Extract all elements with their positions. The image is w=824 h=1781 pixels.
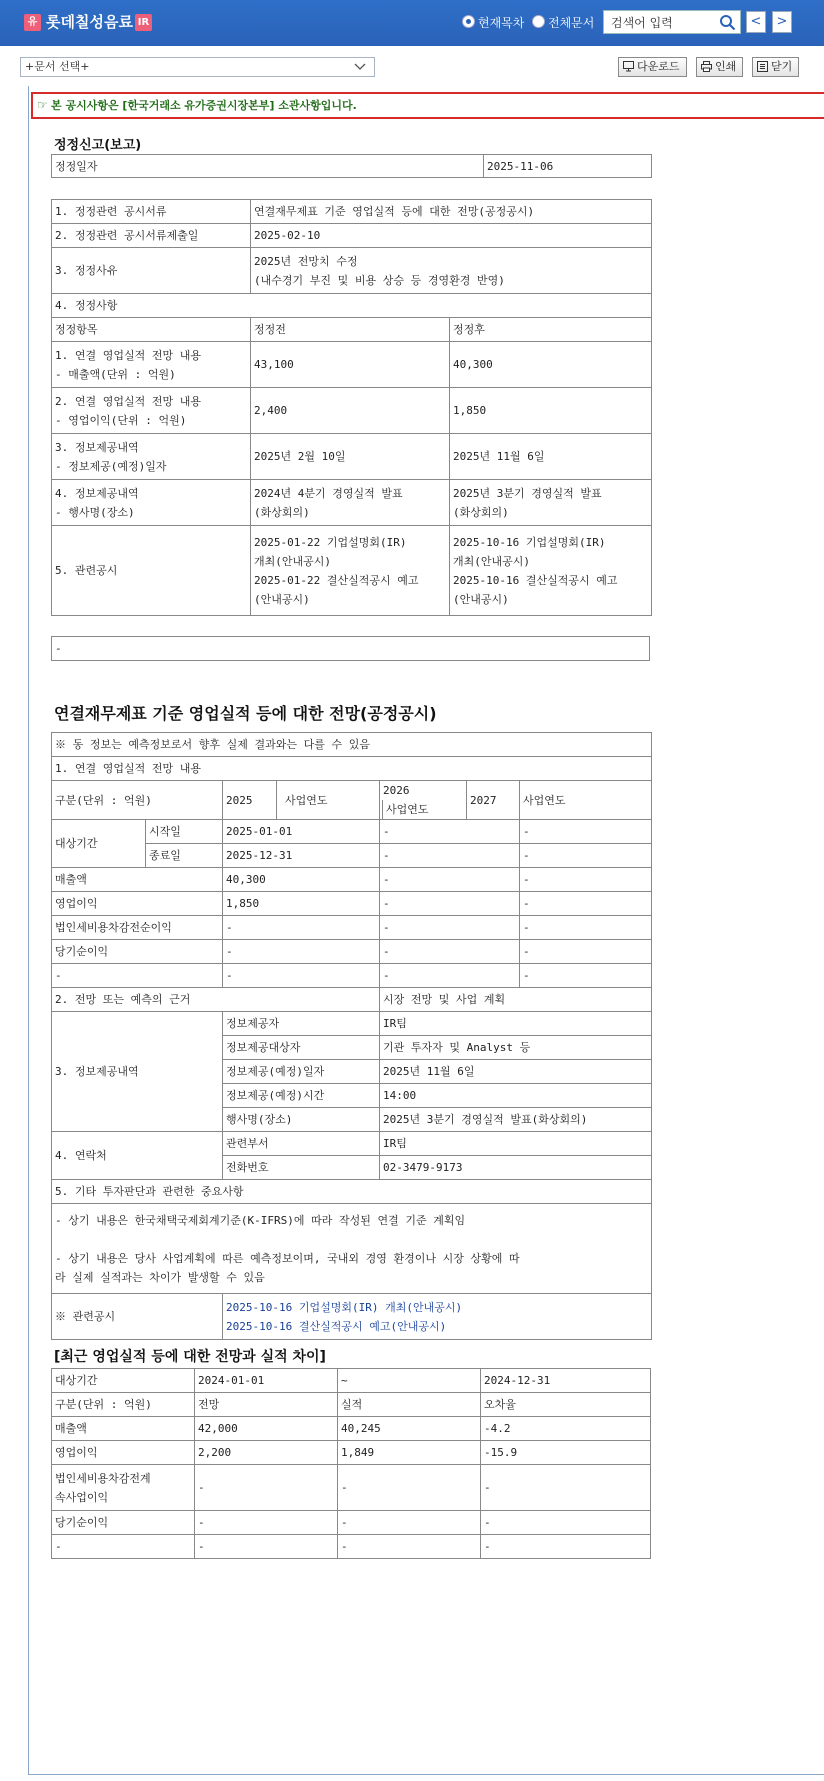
radio-all-label: 전체문서 (548, 16, 595, 30)
diff-cell: - (481, 1511, 651, 1535)
table-row (52, 248, 652, 294)
jurisdiction-notice (31, 92, 824, 119)
item-label: 5. 관련공시 (52, 526, 251, 616)
diff-cell: 40,245 (338, 1417, 481, 1441)
metric-value: - (223, 964, 380, 988)
start-value-2027: - (520, 820, 652, 844)
metric-value: 1,850 (223, 892, 380, 916)
search-icon[interactable] (719, 14, 736, 31)
end-value-2027: - (520, 844, 652, 868)
metric-value: - (380, 868, 520, 892)
diff-row-label (52, 1465, 195, 1511)
item-label-line: - 정보제공(예정)일자 (55, 459, 167, 473)
correction-reason-value (251, 248, 652, 294)
item-after-line: 2025-10-16 기업설명회(IR) (453, 535, 606, 549)
diff-period-start: 2024-01-01 (195, 1369, 338, 1393)
diff-cell: - (195, 1535, 338, 1559)
end-label: 종료일 (146, 844, 223, 868)
item-before-line: (안내공시) (254, 592, 310, 606)
diff-period-end: 2024-12-31 (481, 1369, 651, 1393)
info-row-label: 정보제공자 (223, 1012, 380, 1036)
item-after: 1,850 (450, 388, 652, 434)
correction-doc-label: 1. 정정관련 공시서류 (52, 200, 251, 224)
diff-header: 구분(단위 : 억원) (52, 1393, 195, 1417)
items-header-after: 정정후 (450, 318, 652, 342)
item-label-line: 2. 연결 영업실적 전망 내용 (55, 394, 201, 408)
diff-period-sep: ~ (338, 1369, 481, 1393)
close-label: 닫기 (771, 60, 793, 73)
contact-label: 4. 연락처 (52, 1132, 223, 1180)
related-link[interactable]: 2025-10-16 기업설명회(IR) 개최(안내공시) (226, 1300, 463, 1314)
diff-cell: 2,200 (195, 1441, 338, 1465)
table-row (52, 964, 652, 988)
print-button[interactable] (696, 57, 743, 77)
info-row-value: 2025년 3분기 경영실적 발표(화상회의) (380, 1108, 652, 1132)
correction-heading: 정정신고(보고) (54, 138, 142, 153)
info-row-value: 14:00 (380, 1084, 652, 1108)
items-header-item: 정정항목 (52, 318, 251, 342)
forecast-section1-title: 1. 연결 영업실적 전망 내용 (52, 757, 652, 781)
end-value-2025: 2025-12-31 (223, 844, 380, 868)
metric-label: 법인세비용차감전순이익 (52, 916, 223, 940)
table-row (52, 1465, 651, 1511)
next-button[interactable]: > (772, 11, 792, 33)
reason-line-2: (내수경기 부진 및 비용 상승 등 경영환경 반영) (254, 273, 505, 287)
item-before: 2,400 (251, 388, 450, 434)
year-2025: 2025 (223, 781, 277, 820)
table-row (52, 155, 652, 178)
table-row (52, 916, 652, 940)
info-label: 3. 정보제공내역 (52, 1012, 223, 1132)
item-after-line: (안내공시) (453, 592, 509, 606)
table-row (52, 733, 652, 757)
metric-value: - (380, 892, 520, 916)
diff-header: 실적 (338, 1393, 481, 1417)
table-row (52, 294, 652, 318)
item-label-line: - 매출액(단위 : 억원) (55, 367, 176, 381)
table-row (52, 988, 652, 1012)
metric-value: - (520, 940, 652, 964)
diff-cell: - (195, 1511, 338, 1535)
item-before (251, 480, 450, 526)
related-label: ※ 관련공시 (52, 1294, 223, 1340)
other-title: 5. 기타 투자판단과 관련한 중요사항 (52, 1180, 652, 1204)
item-after (450, 526, 652, 616)
table-row (52, 1393, 651, 1417)
notice-text: 본 공시사항은 [한국거래소 유가증권시장본부] 소관사항입니다. (51, 99, 357, 112)
item-before (251, 526, 450, 616)
item-label-line: - 영업이익(단위 : 억원) (55, 413, 187, 427)
item-before-line: (화상회의) (254, 505, 310, 519)
correction-items-title: 4. 정정사항 (52, 294, 652, 318)
year-2026-value: 2026 (383, 784, 410, 797)
table-row (52, 1369, 651, 1393)
other-content (52, 1204, 652, 1294)
info-row-value: IR팀 (380, 1012, 652, 1036)
table-row (52, 757, 652, 781)
table-row (52, 318, 652, 342)
other-line: - 상기 내용은 한국채택국제회계기준(K-IFRS)에 따라 작성된 연결 기준 계획임 (55, 1213, 466, 1227)
item-before-line: 2025-01-22 결산실적공시 예고 (254, 573, 419, 587)
info-row-label: 행사명(장소) (223, 1108, 380, 1132)
item-after-line: 2025년 3분기 경영실적 발표 (453, 486, 602, 500)
diff-row-label-line: 속사업이익 (55, 1490, 109, 1504)
unit-label: 구분(단위 : 억원) (52, 781, 223, 820)
metric-label: - (52, 964, 223, 988)
correction-doc-value: 연결재무제표 기준 영업실적 등에 대한 전망(공정공시) (251, 200, 652, 224)
item-after-line: (화상회의) (453, 505, 509, 519)
document-select[interactable] (20, 57, 375, 77)
correction-date-table (51, 154, 652, 178)
diff-period-label: 대상기간 (52, 1369, 195, 1393)
correction-date-value: 2025-11-06 (484, 155, 652, 178)
download-label: 다운로드 (637, 60, 680, 73)
table-row (52, 342, 652, 388)
start-label: 시작일 (146, 820, 223, 844)
item-after-line: 2025-10-16 결산실적공시 예고 (453, 573, 618, 587)
table-row (52, 637, 650, 661)
info-row-value: 기관 투자자 및 Analyst 등 (380, 1036, 652, 1060)
year-2026 (380, 781, 467, 820)
table-row (52, 388, 652, 434)
company-name[interactable]: 롯데칠성음료 (46, 13, 133, 31)
contact-row-value: 02-3479-9173 (380, 1156, 652, 1180)
contact-row-label: 전화번호 (223, 1156, 380, 1180)
metric-label: 영업이익 (52, 892, 223, 916)
item-before-line: 개최(안내공시) (254, 554, 332, 568)
table-row (52, 1012, 652, 1036)
print-label: 인쇄 (715, 60, 737, 73)
basis-value: 시장 전망 및 사업 계획 (380, 988, 652, 1012)
close-doc-icon (757, 61, 768, 72)
reason-line-1: 2025년 전망치 수정 (254, 254, 358, 268)
diff-table (51, 1368, 651, 1559)
radio-current-toc[interactable] (462, 14, 524, 31)
radio-on-icon[interactable] (462, 15, 475, 28)
diff-cell: - (195, 1465, 338, 1511)
document-select-value: +문서 선택+ (25, 60, 90, 73)
correction-table (51, 199, 652, 616)
radio-off-icon[interactable] (532, 15, 545, 28)
item-label (52, 342, 251, 388)
diff-cell: -4.2 (481, 1417, 651, 1441)
table-row (52, 1132, 652, 1156)
table-row (52, 781, 652, 820)
spacer (55, 1230, 648, 1249)
item-label-line: 1. 연결 영업실적 전망 내용 (55, 348, 201, 362)
ir-badge[interactable]: IR (135, 14, 152, 31)
pointing-hand-icon: ☞ (37, 98, 48, 112)
chevron-down-icon (354, 62, 366, 72)
correction-reason-label: 3. 정정사유 (52, 248, 251, 294)
metric-value: - (380, 916, 520, 940)
diff-cell: -15.9 (481, 1441, 651, 1465)
correction-submit-value: 2025-02-10 (251, 224, 652, 248)
diff-cell: - (481, 1465, 651, 1511)
item-label (52, 388, 251, 434)
table-row (52, 940, 652, 964)
diff-cell: 42,000 (195, 1417, 338, 1441)
item-label-line: 4. 정보제공내역 (55, 486, 139, 500)
contact-row-value: IR팀 (380, 1132, 652, 1156)
metric-value: 40,300 (223, 868, 380, 892)
metric-label: 매출액 (52, 868, 223, 892)
metric-value: - (223, 916, 380, 940)
table-row (52, 1535, 651, 1559)
header-bar (0, 0, 824, 46)
metric-value: - (520, 916, 652, 940)
table-row (52, 1294, 652, 1340)
table-row (52, 820, 652, 844)
contact-row-label: 관련부서 (223, 1132, 380, 1156)
info-row-label: 정보제공(예정)일자 (223, 1060, 380, 1084)
item-label-line: 3. 정보제공내역 (55, 440, 139, 454)
year-2026-suffix: 사업연도 (382, 800, 466, 819)
printer-icon (701, 61, 712, 72)
forecast-table (51, 732, 652, 1340)
item-after: 2025년 11월 6일 (450, 434, 652, 480)
diff-cell: - (338, 1465, 481, 1511)
item-label (52, 480, 251, 526)
end-value-2026: - (380, 844, 520, 868)
metric-value: - (223, 940, 380, 964)
metric-label: 당기순이익 (52, 940, 223, 964)
table-row (52, 1417, 651, 1441)
table-row (52, 224, 652, 248)
diff-header: 오차율 (481, 1393, 651, 1417)
search-input[interactable] (609, 13, 713, 33)
diff-heading: [최근 영업실적 등에 대한 전망과 실적 차이] (54, 1349, 326, 1365)
other-line: 라 실제 실적과는 차이가 발생할 수 있음 (55, 1270, 265, 1284)
forecast-disclaimer: ※ 동 정보는 예측정보로서 향후 실제 결과와는 다를 수 있음 (52, 733, 652, 757)
prev-button[interactable]: < (746, 11, 766, 33)
table-row (52, 892, 652, 916)
correction-remark-table (51, 636, 650, 661)
info-row-label: 정보제공대상자 (223, 1036, 380, 1060)
related-link[interactable]: 2025-10-16 결산실적공시 예고(안내공시) (226, 1319, 447, 1333)
table-row (52, 1511, 651, 1535)
metric-value: - (520, 892, 652, 916)
metric-value: - (520, 964, 652, 988)
year-2027-suffix: 사업연도 (520, 781, 652, 820)
item-after (450, 480, 652, 526)
table-row (52, 1441, 651, 1465)
diff-header: 전망 (195, 1393, 338, 1417)
start-value-2026: - (380, 820, 520, 844)
metric-value: - (380, 940, 520, 964)
correction-date-label: 정정일자 (52, 155, 484, 178)
download-button[interactable] (618, 57, 687, 77)
item-before-line: 2024년 4분기 경영실적 발표 (254, 486, 403, 500)
forecast-heading: 연결재무제표 기준 영업실적 등에 대한 전망(공정공시) (54, 704, 437, 723)
diff-cell: - (481, 1535, 651, 1559)
diff-row-label: 영업이익 (52, 1441, 195, 1465)
radio-all-docs[interactable] (532, 14, 594, 31)
table-row (52, 868, 652, 892)
year-2025-suffix: 사업연도 (277, 781, 380, 820)
diff-row-label-line: 법인세비용차감전계 (55, 1471, 151, 1485)
metric-value: - (380, 964, 520, 988)
info-row-value: 2025년 11월 6일 (380, 1060, 652, 1084)
company-badge-icon: 유 (24, 14, 41, 31)
correction-submit-label: 2. 정정관련 공시서류제출일 (52, 224, 251, 248)
diff-cell: - (338, 1535, 481, 1559)
other-line: - 상기 내용은 당사 사업계획에 따른 예측정보이며, 국내외 경영 환경이나 시장 상황에 따 (55, 1251, 520, 1265)
table-row (52, 526, 652, 616)
item-before-line: 2025-01-22 기업설명회(IR) (254, 535, 407, 549)
period-label: 대상기간 (52, 820, 146, 868)
info-row-label: 정보제공(예정)시간 (223, 1084, 380, 1108)
basis-label: 2. 전망 또는 예측의 근거 (52, 988, 380, 1012)
search-box[interactable] (603, 10, 741, 34)
item-before: 43,100 (251, 342, 450, 388)
close-button[interactable] (752, 57, 799, 77)
radio-current-label: 현재목차 (478, 16, 525, 30)
diff-cell: 1,849 (338, 1441, 481, 1465)
related-links (223, 1294, 652, 1340)
item-before: 2025년 2월 10일 (251, 434, 450, 480)
item-after-line: 개최(안내공시) (453, 554, 531, 568)
metric-value: - (520, 868, 652, 892)
item-label-line: - 행사명(장소) (55, 505, 135, 519)
item-after: 40,300 (450, 342, 652, 388)
items-header-before: 정정전 (251, 318, 450, 342)
toolbar (0, 46, 824, 86)
monitor-icon (623, 61, 634, 72)
year-2027: 2027 (467, 781, 520, 820)
table-row (52, 434, 652, 480)
diff-row-label: - (52, 1535, 195, 1559)
table-row (52, 1180, 652, 1204)
correction-remark: - (52, 637, 650, 661)
diff-row-label: 당기순이익 (52, 1511, 195, 1535)
table-row (52, 1204, 652, 1294)
start-value-2025: 2025-01-01 (223, 820, 380, 844)
item-label (52, 434, 251, 480)
table-row (52, 200, 652, 224)
diff-cell: - (338, 1511, 481, 1535)
diff-row-label: 매출액 (52, 1417, 195, 1441)
table-row (52, 480, 652, 526)
